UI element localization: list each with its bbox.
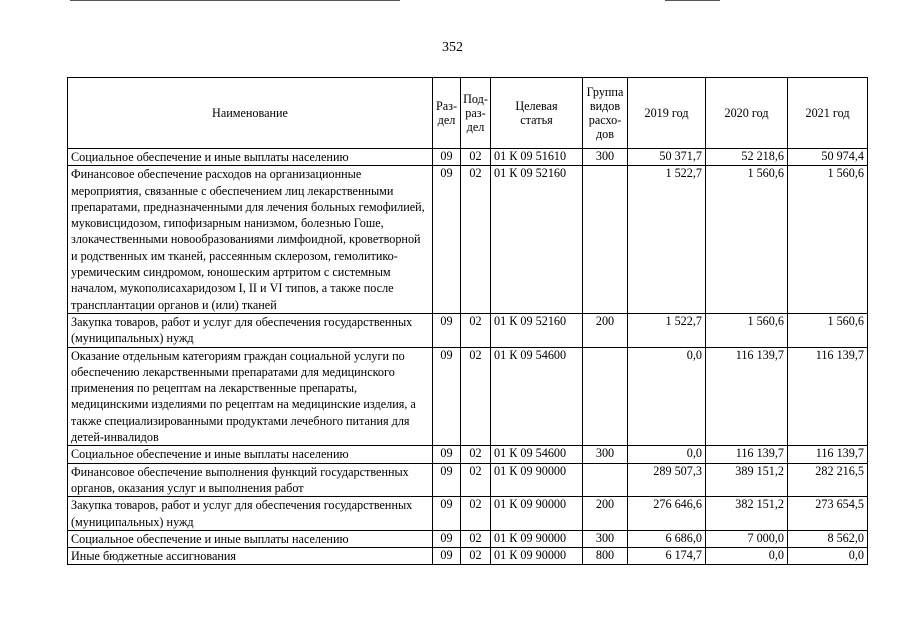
cell-target-article: 01 К 09 90000 — [491, 548, 583, 565]
table-row — [68, 463, 868, 497]
cell-expense-group — [583, 166, 628, 314]
cell-2020: 1 560,6 — [706, 166, 788, 314]
cell-2021: 1 560,6 — [788, 166, 868, 314]
cell-section: 09 — [433, 548, 461, 565]
cell-section: 09 — [433, 313, 461, 347]
cell-2021: 1 560,6 — [788, 313, 868, 347]
header-2019: 2019 год — [628, 78, 706, 149]
cell-2021: 8 562,0 — [788, 530, 868, 547]
cell-name: Социальное обеспечение и иные выплаты населению — [68, 530, 433, 547]
cell-2019: 50 371,7 — [628, 149, 706, 166]
cell-name: Социальное обеспечение и иные выплаты населению — [68, 149, 433, 166]
cell-subsection: 02 — [461, 347, 491, 446]
cell-2019: 289 507,3 — [628, 463, 706, 497]
table-row — [68, 313, 868, 347]
cell-target-article: 01 К 09 90000 — [491, 463, 583, 497]
budget-table — [67, 77, 868, 565]
cell-2019: 6 686,0 — [628, 530, 706, 547]
header-2021: 2021 год — [788, 78, 868, 149]
cell-expense-group: 300 — [583, 149, 628, 166]
cell-section: 09 — [433, 347, 461, 446]
header-2020: 2020 год — [706, 78, 788, 149]
top-border-fragment — [665, 0, 720, 1]
cell-2021: 116 139,7 — [788, 446, 868, 463]
cell-2021: 116 139,7 — [788, 347, 868, 446]
table-row — [68, 530, 868, 547]
cell-expense-group: 300 — [583, 530, 628, 547]
cell-name: Финансовое обеспечение расходов на организационные мероприятия, связанные с обеспечением лиц лекарственными препаратами, предназначенными для лечения больных гемофилией, муковисцидозом, гипофизарным нанизмом, болезнью Гоше, злокачественными новообразованиями лимфоидной, кроветворной и родственных им тканей, рассеянным склерозом, гемолитико-уремическим синдромом, юношеским артритом с системным началом, мукополисахаридозом I, II и VI типов, а также после трансплантации органов и (или) тканей — [68, 166, 433, 314]
cell-2020: 7 000,0 — [706, 530, 788, 547]
table-row — [68, 347, 868, 446]
cell-2020: 0,0 — [706, 548, 788, 565]
cell-2019: 0,0 — [628, 347, 706, 446]
cell-name: Оказание отдельным категориям граждан социальной услуги по обеспечению лекарственными препаратами для медицинского применения по рецептам на лекарственные препараты, медицинскими изделиями по рецептам на медицинские изделия, а также специализированными продуктами лечебного питания для детей-инвалидов — [68, 347, 433, 446]
top-border-fragment — [70, 0, 400, 1]
cell-name: Закупка товаров, работ и услуг для обеспечения государственных (муниципальных) нужд — [68, 497, 433, 531]
cell-section: 09 — [433, 530, 461, 547]
cell-subsection: 02 — [461, 166, 491, 314]
page-number: 352 — [442, 40, 463, 55]
cell-section: 09 — [433, 463, 461, 497]
header-target-article: Целевая статья — [491, 78, 583, 149]
table-row — [68, 497, 868, 531]
cell-target-article: 01 К 09 90000 — [491, 530, 583, 547]
header-expense-group: Группа видов расхо- дов — [583, 78, 628, 149]
cell-2021: 50 974,4 — [788, 149, 868, 166]
table-row — [68, 446, 868, 463]
cell-2020: 1 560,6 — [706, 313, 788, 347]
cell-2019: 6 174,7 — [628, 548, 706, 565]
cell-name: Иные бюджетные ассигнования — [68, 548, 433, 565]
cell-2020: 116 139,7 — [706, 347, 788, 446]
cell-section: 09 — [433, 497, 461, 531]
cell-expense-group: 200 — [583, 497, 628, 531]
table-body — [68, 149, 868, 565]
cell-expense-group — [583, 463, 628, 497]
table-row — [68, 548, 868, 565]
header-subsection: Под- раз- дел — [461, 78, 491, 149]
cell-subsection: 02 — [461, 313, 491, 347]
cell-target-article: 01 К 09 90000 — [491, 497, 583, 531]
cell-expense-group: 800 — [583, 548, 628, 565]
cell-name: Закупка товаров, работ и услуг для обеспечения государственных (муниципальных) нужд — [68, 313, 433, 347]
cell-subsection: 02 — [461, 446, 491, 463]
cell-expense-group: 200 — [583, 313, 628, 347]
cell-2021: 282 216,5 — [788, 463, 868, 497]
cell-section: 09 — [433, 446, 461, 463]
cell-2021: 0,0 — [788, 548, 868, 565]
table-header-row — [68, 78, 868, 149]
cell-subsection: 02 — [461, 463, 491, 497]
cell-target-article: 01 К 09 54600 — [491, 347, 583, 446]
cell-name: Финансовое обеспечение выполнения функций государственных органов, оказания услуг и выполнения работ — [68, 463, 433, 497]
table-row — [68, 166, 868, 314]
cell-subsection: 02 — [461, 548, 491, 565]
cell-2019: 0,0 — [628, 446, 706, 463]
cell-2020: 389 151,2 — [706, 463, 788, 497]
cell-2020: 52 218,6 — [706, 149, 788, 166]
cell-2020: 116 139,7 — [706, 446, 788, 463]
cell-target-article: 01 К 09 52160 — [491, 313, 583, 347]
cell-name: Социальное обеспечение и иные выплаты населению — [68, 446, 433, 463]
cell-section: 09 — [433, 166, 461, 314]
cell-expense-group — [583, 347, 628, 446]
header-name: Наименование — [68, 78, 433, 149]
cell-subsection: 02 — [461, 530, 491, 547]
cell-2019: 276 646,6 — [628, 497, 706, 531]
cell-2019: 1 522,7 — [628, 313, 706, 347]
cell-2020: 382 151,2 — [706, 497, 788, 531]
header-section: Раз- дел — [433, 78, 461, 149]
cell-target-article: 01 К 09 54600 — [491, 446, 583, 463]
cell-expense-group: 300 — [583, 446, 628, 463]
cell-section: 09 — [433, 149, 461, 166]
cell-target-article: 01 К 09 51610 — [491, 149, 583, 166]
cell-2021: 273 654,5 — [788, 497, 868, 531]
cell-target-article: 01 К 09 52160 — [491, 166, 583, 314]
cell-subsection: 02 — [461, 149, 491, 166]
cell-2019: 1 522,7 — [628, 166, 706, 314]
table-row — [68, 149, 868, 166]
cell-subsection: 02 — [461, 497, 491, 531]
